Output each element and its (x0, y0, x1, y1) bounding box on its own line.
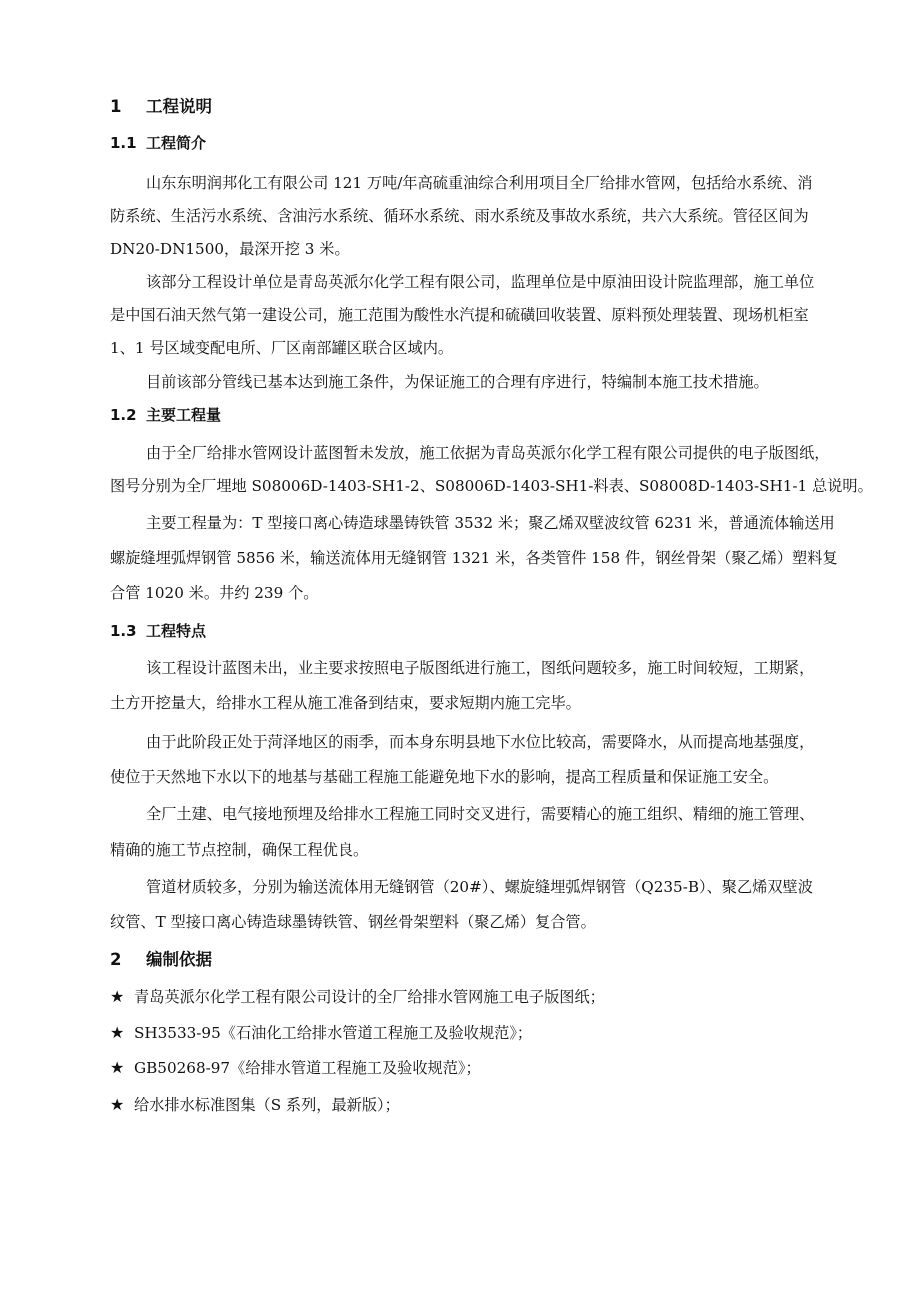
section-heading-1 (110, 96, 212, 118)
list-item (110, 1023, 532, 1043)
paragraph-line: 管道材质较多，分别为输送流体用无缝钢管（20#）、螺旋缝埋弧焊钢管（Q235-B）、聚乙烯双壁波 (146, 878, 813, 896)
paragraph-line: 合管 1020 米。井约 239 个。 (110, 584, 319, 602)
paragraph-line: 精确的施工节点控制，确保工程优良。 (110, 841, 369, 859)
paragraph-line: 该部分工程设计单位是青岛英派尔化学工程有限公司，监理单位是中原油田设计院监理部，施工单位 (146, 273, 815, 291)
paragraph-line: DN20-DN1500，最深开挖 3 米。 (110, 240, 350, 258)
star-icon: ★ (110, 1058, 125, 1077)
paragraph-line: 全厂土建、电气接地预埋及给排水工程施工同时交叉进行，需要精心的施工组织、精细的施工管理、 (146, 805, 815, 823)
paragraph-line: 山东东明润邦化工有限公司 121 万吨/年高硫重油综合利用项目全厂给排水管网，包括给水系统、消 (146, 174, 813, 192)
paragraph-line: 主要工程量为：T 型接口离心铸造球墨铸铁管 3532 米；聚乙烯双壁波纹管 6231 米，普通流体输送用 (146, 514, 835, 532)
list-item-text: 给水排水标准图集（S 系列，最新版）； (134, 1096, 400, 1114)
list-item (110, 1095, 400, 1115)
section-heading-1-3 (110, 621, 206, 641)
section-title: 主要工程量 (146, 406, 222, 424)
paragraph-line: 是中国石油天然气第一建设公司，施工范围为酸性水汽提和硫磺回收装置、原料预处理装置、现场机柜室 (110, 306, 809, 324)
section-number: 2 (110, 950, 122, 969)
section-title: 编制依据 (146, 950, 212, 969)
list-item (110, 987, 605, 1007)
section-heading-2 (110, 949, 212, 971)
section-number: 1 (110, 97, 122, 116)
paragraph-line: 目前该部分管线已基本达到施工条件，为保证施工的合理有序进行，特编制本施工技术措施。 (146, 373, 769, 391)
paragraph-line: 纹管、T 型接口离心铸造球墨铸铁管、钢丝骨架塑料（聚乙烯）复合管。 (110, 913, 596, 931)
section-number: 1.2 (110, 406, 137, 424)
list-item (110, 1058, 481, 1078)
section-heading-1-1 (110, 133, 206, 153)
paragraph-line: 1、1 号区域变配电所、厂区南部罐区联合区域内。 (110, 339, 454, 357)
paragraph-line: 螺旋缝埋弧焊钢管 5856 米，输送流体用无缝钢管 1321 米，各类管件 158 件，钢丝骨架（聚乙烯）塑料复 (110, 549, 838, 567)
section-number: 1.3 (110, 622, 137, 640)
paragraph-line: 图号分别为全厂埋地 S08006D-1403-SH1-2、S08006D-1403-SH1-料表、S08008D-1403-SH1-1 总说明。 (110, 477, 873, 495)
list-item-text: SH3533-95《石油化工给排水管道工程施工及验收规范》； (134, 1024, 533, 1042)
paragraph-line: 使位于天然地下水以下的地基与基础工程施工能避免地下水的影响，提高工程质量和保证施工安全。 (110, 768, 779, 786)
section-title: 工程说明 (146, 97, 212, 116)
list-item-text: 青岛英派尔化学工程有限公司设计的全厂给排水管网施工电子版图纸； (134, 988, 605, 1006)
paragraph-line: 土方开挖量大，给排水工程从施工准备到结束，要求短期内施工完毕。 (110, 694, 581, 712)
paragraph-line: 该工程设计蓝图未出，业主要求按照电子版图纸进行施工，图纸问题较多，施工时间较短，工期紧， (146, 659, 815, 677)
paragraph-line: 由于此阶段正处于菏泽地区的雨季，而本身东明县地下水位比较高，需要降水，从而提高地基强度， (146, 733, 815, 751)
star-icon: ★ (110, 1095, 125, 1114)
star-icon: ★ (110, 1023, 125, 1042)
section-title: 工程特点 (146, 622, 207, 640)
star-icon: ★ (110, 987, 125, 1006)
section-title: 工程简介 (146, 134, 207, 152)
list-item-text: GB50268-97《给排水管道工程施工及验收规范》； (134, 1059, 481, 1077)
section-number: 1.1 (110, 134, 137, 152)
section-heading-1-2 (110, 405, 221, 425)
paragraph-line: 防系统、生活污水系统、含油污水系统、循环水系统、雨水系统及事故水系统，共六大系统。管径区间为 (110, 207, 809, 225)
paragraph-line: 由于全厂给排水管网设计蓝图暂未发放，施工依据为青岛英派尔化学工程有限公司提供的电子版图纸， (146, 444, 830, 462)
